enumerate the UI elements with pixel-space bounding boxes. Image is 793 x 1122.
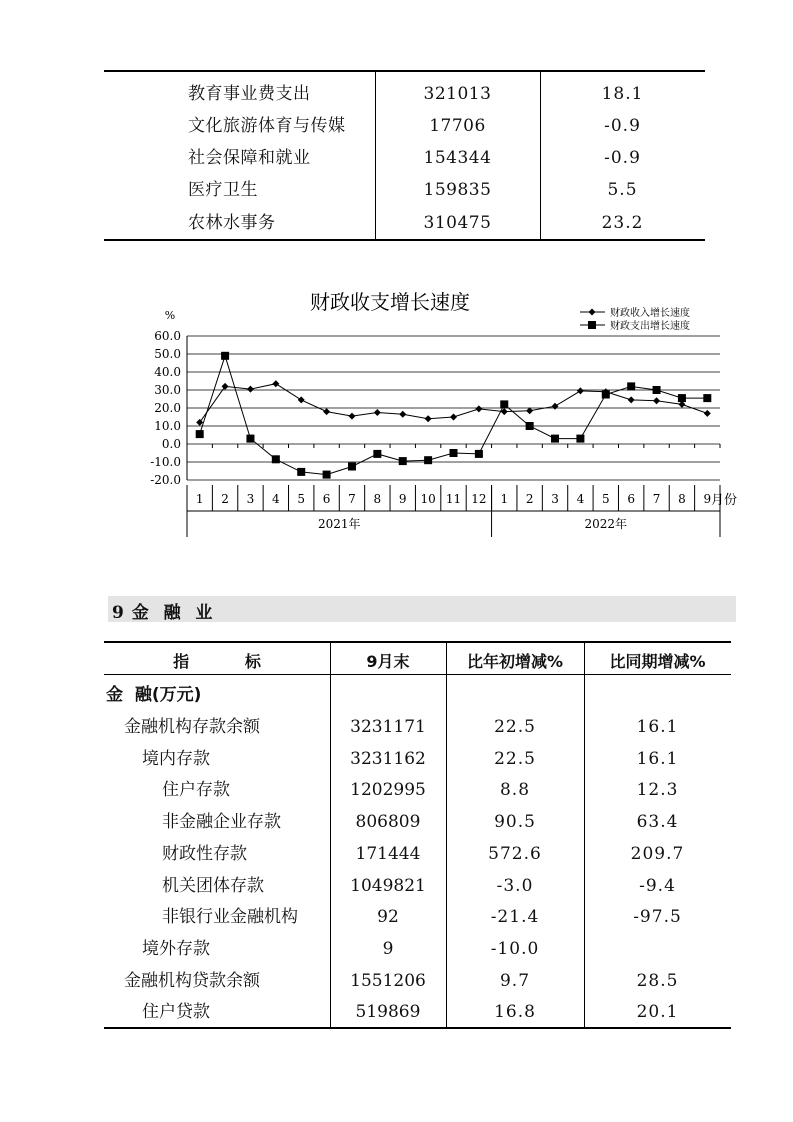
series-point xyxy=(196,419,203,426)
x-tick-label: 10 xyxy=(420,492,436,506)
x-tick-label: 2 xyxy=(221,492,229,506)
ytd-change-value: 9.7 xyxy=(499,970,531,991)
legend-label: 财政收入增长速度 xyxy=(610,308,690,319)
x-tick-label: 8 xyxy=(678,492,686,506)
month-end-value: 171444 xyxy=(355,843,421,864)
header-rule xyxy=(104,674,731,675)
row-label: 境内存款 xyxy=(142,748,210,769)
yoy-change-value: -9.4 xyxy=(639,875,676,896)
ytd-change-value: -21.4 xyxy=(490,907,540,928)
x-tick-label: 8 xyxy=(373,492,382,506)
x-tick-label: 11 xyxy=(445,492,462,506)
axes xyxy=(150,329,720,537)
series-point xyxy=(552,403,559,410)
row-label: 财政性存款 xyxy=(162,843,247,864)
series-point xyxy=(399,411,406,418)
ytd-change-value: 90.5 xyxy=(494,812,536,833)
series-point xyxy=(247,386,254,393)
series-point xyxy=(221,352,229,360)
table-row xyxy=(104,711,731,743)
series-point xyxy=(272,455,280,463)
series-point xyxy=(298,396,305,403)
row-value: 17706 xyxy=(429,116,486,136)
series-layer xyxy=(196,352,712,479)
header-yoy-change: 比同期增减% xyxy=(609,652,706,671)
section-title: 9 金 融 业 xyxy=(112,603,214,623)
ytd-change-value: 22.5 xyxy=(494,717,536,737)
table-row xyxy=(104,774,731,806)
series-point xyxy=(653,397,660,404)
yoy-change-value: 20.1 xyxy=(636,1002,679,1023)
year-group-label: 2022年 xyxy=(584,517,628,531)
group-row xyxy=(104,679,731,711)
table-row xyxy=(104,142,705,174)
x-tick-label: 7 xyxy=(348,492,356,506)
group-label: 金 融(万元) xyxy=(106,685,202,705)
table-row xyxy=(104,174,705,206)
x-tick-label: 6 xyxy=(627,492,635,506)
series-point xyxy=(348,413,355,420)
month-end-value: 3231171 xyxy=(350,717,426,737)
row-label: 金融机构贷款余额 xyxy=(124,970,260,991)
fiscal-growth-chart xyxy=(140,285,740,545)
legend xyxy=(580,306,690,332)
series-point xyxy=(628,396,635,403)
yoy-change-value: 209.7 xyxy=(630,843,685,864)
series-point xyxy=(297,468,305,476)
series-point xyxy=(703,394,711,402)
series-point xyxy=(196,430,204,438)
x-tick-label: 1 xyxy=(195,492,204,506)
yoy-change-value: 16.1 xyxy=(636,748,679,769)
legend-item xyxy=(580,319,690,332)
month-end-value: 92 xyxy=(377,907,399,928)
y-tick-label: 20.0 xyxy=(154,401,181,415)
header-indicator: 指 标 xyxy=(173,652,261,671)
ytd-change-value: 22.5 xyxy=(494,748,536,769)
row-label: 农林水事务 xyxy=(188,213,276,233)
month-end-value: 519869 xyxy=(355,1002,421,1023)
table-row xyxy=(104,933,731,965)
row-label: 非金融企业存款 xyxy=(162,812,281,833)
table-row xyxy=(104,870,731,902)
x-tick-label: 4 xyxy=(576,492,585,506)
x-tick-label: 7 xyxy=(652,492,661,506)
row-growth: -0.9 xyxy=(604,116,641,136)
y-tick-label: -10.0 xyxy=(150,455,181,469)
month-end-value: 3231162 xyxy=(350,748,426,769)
x-tick-label: 5 xyxy=(601,492,610,506)
series-point xyxy=(475,405,482,412)
month-end-value: 806809 xyxy=(355,812,421,833)
x-tick-label: 1 xyxy=(500,492,509,506)
series-point xyxy=(246,435,254,443)
y-tick-label: 40.0 xyxy=(154,365,181,379)
table-row xyxy=(104,806,731,838)
series-point xyxy=(526,422,534,430)
series-point xyxy=(348,463,356,471)
series-point xyxy=(678,394,686,402)
x-tick-label: 5 xyxy=(297,492,306,506)
row-value: 159835 xyxy=(423,180,492,200)
table-row xyxy=(104,838,731,870)
y-tick-label: 30.0 xyxy=(154,383,181,397)
y-tick-label: 0.0 xyxy=(161,437,181,451)
ytd-change-value: -3.0 xyxy=(496,875,534,896)
table-row xyxy=(104,743,731,775)
header-ytd-change: 比年初增减% xyxy=(466,652,564,671)
yoy-change-value: 28.5 xyxy=(636,970,679,991)
row-label: 教育事业费支出 xyxy=(188,84,311,104)
month-end-value: 1049821 xyxy=(350,875,426,896)
x-tick-label: 9 xyxy=(398,492,407,506)
row-label: 非银行业金融机构 xyxy=(162,907,298,928)
table-bottom-rule xyxy=(104,239,705,241)
legend-label: 财政支出增长速度 xyxy=(610,321,690,332)
row-growth: 5.5 xyxy=(607,180,638,200)
series-point xyxy=(373,450,381,458)
ytd-change-value: 16.8 xyxy=(494,1002,536,1023)
x-axis-label: 月份 xyxy=(710,493,737,508)
header-month-end: 9月末 xyxy=(366,652,410,671)
series-point xyxy=(399,457,407,465)
row-label: 住户贷款 xyxy=(142,1002,210,1023)
series-point xyxy=(627,382,635,390)
yoy-change-value: 12.3 xyxy=(636,780,679,801)
table-row xyxy=(104,78,705,110)
series-point xyxy=(577,387,584,394)
row-value: 154344 xyxy=(423,148,492,168)
series-point xyxy=(475,450,483,458)
ytd-change-value: -10.0 xyxy=(490,938,540,959)
row-value: 310475 xyxy=(423,213,492,233)
yoy-change-value: 16.1 xyxy=(636,717,679,737)
series-point xyxy=(576,435,584,443)
series-point xyxy=(424,456,432,464)
chart-canvas xyxy=(140,285,740,545)
x-tick-label: 9 xyxy=(703,492,712,506)
series-point xyxy=(551,435,559,443)
x-tick-label: 2 xyxy=(525,492,534,506)
finance-table xyxy=(104,641,731,1029)
series-point xyxy=(589,309,596,316)
year-group-label: 2021年 xyxy=(318,517,361,531)
grid xyxy=(187,336,720,480)
y-tick-label: 60.0 xyxy=(154,329,181,343)
table-top-rule xyxy=(104,641,731,643)
x-tick-label: 4 xyxy=(272,492,280,506)
row-label: 社会保障和就业 xyxy=(188,148,311,168)
row-label: 文化旅游体育与传媒 xyxy=(188,116,346,136)
x-tick-label: 3 xyxy=(246,492,255,506)
table-row xyxy=(104,207,705,239)
x-tick-label: 3 xyxy=(551,492,559,506)
row-label: 境外存款 xyxy=(142,938,210,959)
ytd-change-value: 572.6 xyxy=(488,843,542,864)
table-row xyxy=(104,965,731,997)
series-point xyxy=(323,408,330,415)
row-label: 医疗卫生 xyxy=(188,180,258,200)
series-point xyxy=(653,386,661,394)
series-point xyxy=(222,383,229,390)
row-label: 机关团体存款 xyxy=(162,875,264,896)
x-tick-label: 6 xyxy=(322,492,331,506)
series-point xyxy=(272,380,279,387)
table-row xyxy=(104,901,731,933)
ytd-change-value: 8.8 xyxy=(499,780,531,801)
month-end-value: 1551206 xyxy=(350,970,426,991)
series-point xyxy=(450,449,458,457)
table-row xyxy=(104,110,705,142)
y-tick-label: 10.0 xyxy=(154,419,181,433)
row-growth: 23.2 xyxy=(601,213,644,233)
row-growth: -0.9 xyxy=(604,148,641,168)
month-end-value: 9 xyxy=(382,938,394,959)
row-value: 321013 xyxy=(423,84,492,104)
month-end-value: 1202995 xyxy=(350,780,426,801)
x-tick-label: 12 xyxy=(471,492,487,506)
series-point xyxy=(450,414,457,421)
series-point xyxy=(323,471,331,479)
series-point xyxy=(500,400,508,408)
yoy-change-value: -97.5 xyxy=(633,907,682,928)
y-tick-label: 50.0 xyxy=(154,347,181,361)
series-point xyxy=(425,415,432,422)
series-point xyxy=(704,410,711,417)
row-label: 住户存款 xyxy=(162,780,230,801)
series-point xyxy=(602,391,610,399)
legend-item xyxy=(580,306,690,319)
chart-title: 财政收支增长速度 xyxy=(310,290,470,314)
y-axis-label: % xyxy=(164,309,176,322)
series-point xyxy=(588,321,596,329)
series-point xyxy=(374,409,381,416)
yoy-change-value: 63.4 xyxy=(636,812,679,833)
row-label: 金融机构存款余额 xyxy=(124,717,260,737)
row-growth: 18.1 xyxy=(601,84,644,104)
table-top-rule xyxy=(104,70,705,72)
y-tick-label: -20.0 xyxy=(150,473,181,487)
table-row xyxy=(104,996,731,1028)
